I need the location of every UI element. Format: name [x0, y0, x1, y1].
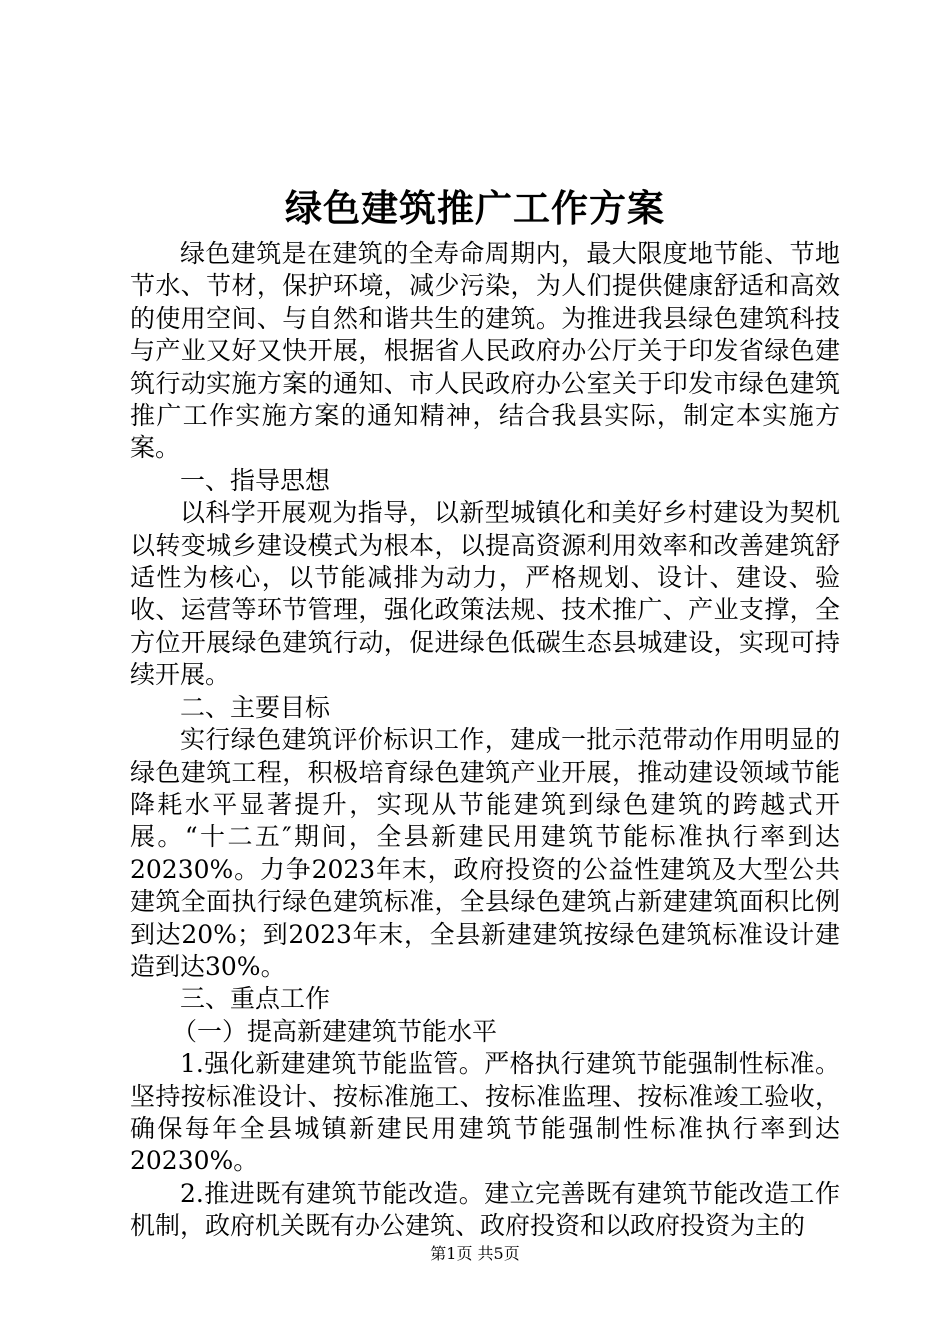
subsection-heading-new-building-efficiency: （一）提高新建建筑节能水平 [172, 1016, 498, 1046]
list-item-2: 2.推进既有建筑节能改造。建立完善既有建筑节能改造工作机制，政府机关既有办公建筑、政府投资和以政府投资为主的 [130, 1178, 840, 1241]
section-paragraph-main-goals: 实行绿色建筑评价标识工作，建成一批示范带动作用明显的绿色建筑工程，积极培育绿色建筑产业开展，推动建设领域节能降耗水平显著提升，实现从节能建筑到绿色建筑的跨越式开展。“十二五″期间，全县新建民用建筑节能标准执行率到达20230%。力争2023年末，政府投资的公益性建筑及大型公共建筑全面执行绿色建筑标准，全县绿色建筑占新建建筑面积比例到达20%；到2023年末，全县新建建筑按绿色建筑标准设计建造到达30%。 [130, 725, 840, 981]
document-body [130, 238, 840, 1243]
section-heading-main-goals: 二、主要目标 [180, 692, 331, 722]
section-heading-key-work: 三、重点工作 [180, 984, 331, 1014]
section-paragraph-guiding-ideology: 以科学开展观为指导，以新型城镇化和美好乡村建设为契机以转变城乡建设模式为根本，以提高资源利用效率和改善建筑舒适性为核心，以节能减排为动力，严格规划、设计、建设、验收、运营等环节管理，强化政策法规、技术推广、产业支撑，全方位开展绿色建筑行动，促进绿色低碳生态县城建设，实现可持续开展。 [130, 498, 840, 690]
intro-paragraph: 绿色建筑是在建筑的全寿命周期内，最大限度地节能、节地节水、节材，保护环境，减少污染，为人们提供健康舒适和高效的使用空间、与自然和谐共生的建筑。为推进我县绿色建筑科技与产业又好又快开展，根据省人民政府办公厅关于印发省绿色建筑行动实施方案的通知、市人民政府办公室关于印发市绿色建筑推广工作实施方案的通知精神，结合我县实际，制定本实施方案。 [130, 239, 840, 463]
page-footer: 第1页 共5页 [430, 1244, 520, 1263]
document-title: 绿色建筑推广工作方案 [285, 186, 665, 230]
section-heading-guiding-ideology: 一、指导思想 [180, 465, 331, 495]
list-item-1: 1.强化新建建筑节能监管。严格执行建筑节能强制性标准。坚持按标准设计、按标准施工、按标准监理、按标准竣工验收，确保每年全县城镇新建民用建筑节能强制性标准执行率到达20230%。 [130, 1049, 840, 1176]
